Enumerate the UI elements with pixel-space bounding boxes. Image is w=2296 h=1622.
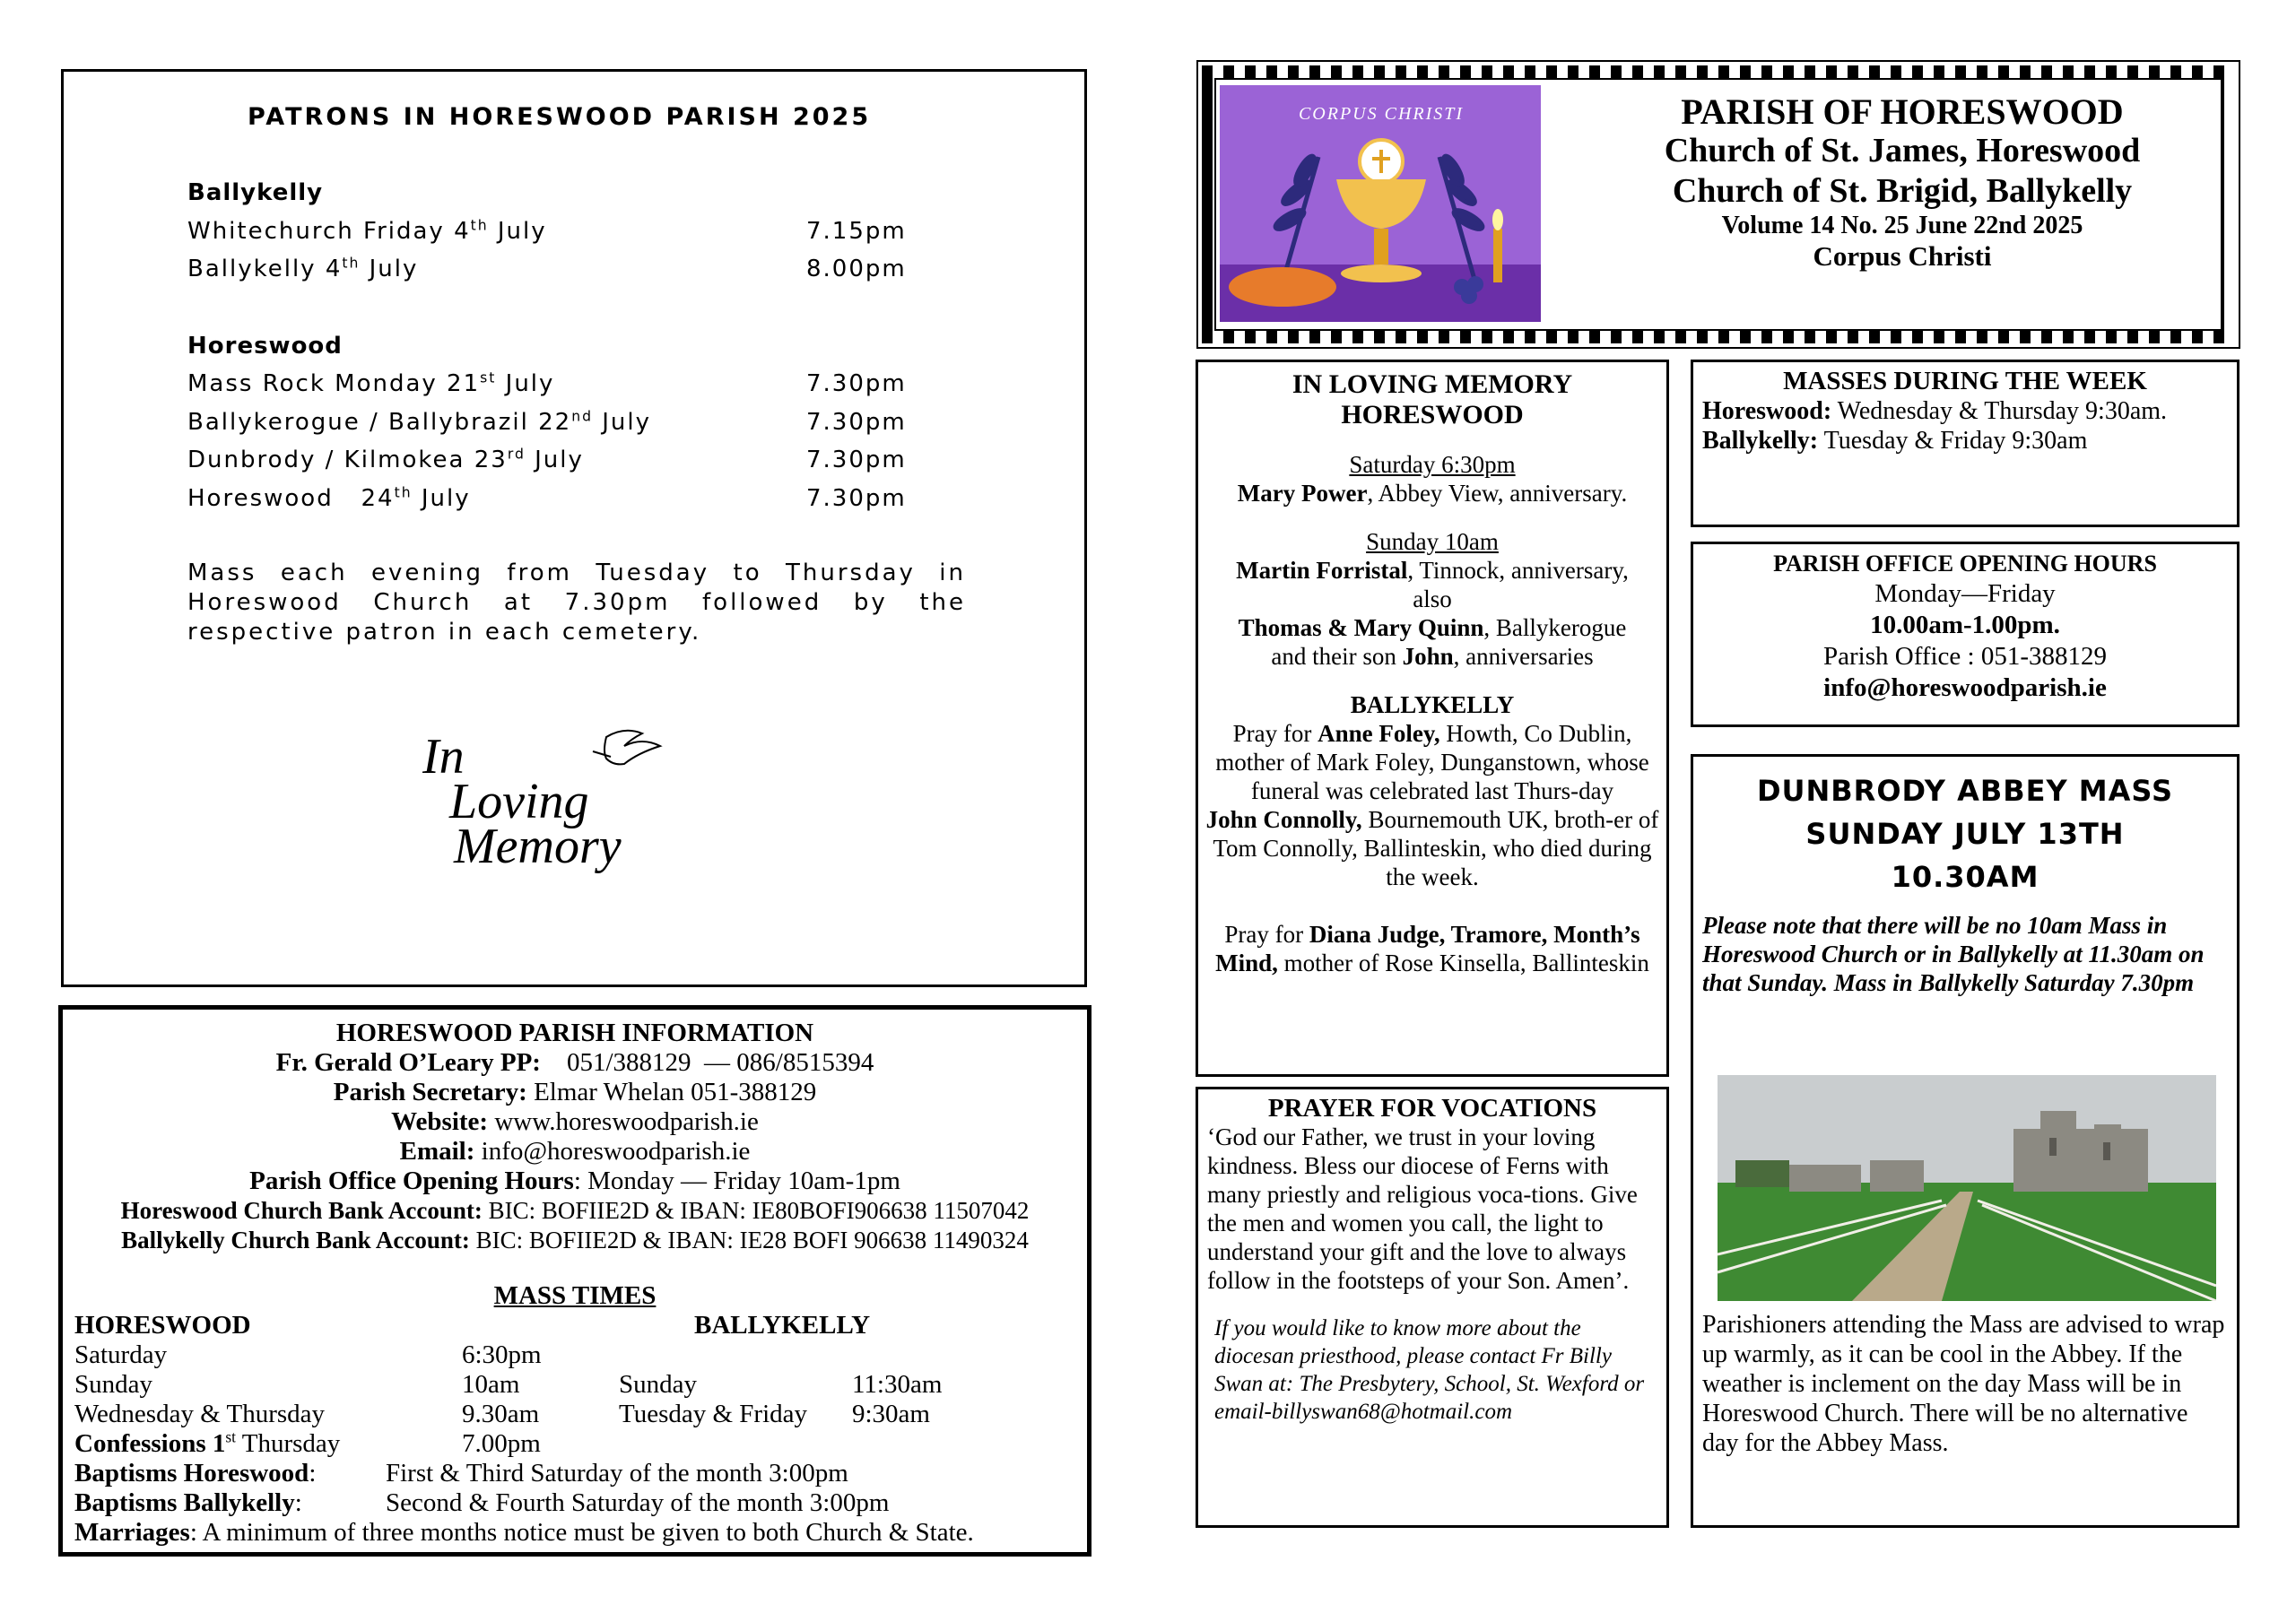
logo-word-loving: Loving xyxy=(449,774,589,829)
mass-day: Sunday xyxy=(74,1370,152,1399)
office-title: PARISH OFFICE OPENING HOURS xyxy=(1773,551,2157,577)
mass-times-title: MASS TIMES xyxy=(493,1281,657,1310)
info-secretary: Parish Secretary: Elmar Whelan 051-388129 xyxy=(333,1078,817,1106)
mass-time: 6:30pm xyxy=(462,1340,542,1369)
dunbrody-abbey-photo xyxy=(1718,1075,2216,1301)
patron-name: Dunbrody / Kilmokea 23 xyxy=(187,447,508,473)
baptisms-horeswood-label: Baptisms Horeswood: xyxy=(74,1459,317,1488)
mass-time: 10am xyxy=(462,1370,520,1399)
church-ballykelly: Church of St. Brigid, Ballykelly xyxy=(1672,172,2133,210)
office-days: Monday—Friday xyxy=(1874,579,2056,608)
patron-time: 7.15pm xyxy=(806,218,907,245)
dunbrody-heading: DUNBRODY ABBEY MASS xyxy=(1756,774,2174,808)
mass-day: Tuesday & Friday xyxy=(619,1400,807,1428)
logo-word-in: In xyxy=(422,729,465,785)
patrons-note: Mass each evening from Tuesday to Thursday in Horeswood Church at 7.30pm followed by the respective patron in each cemetery. xyxy=(187,559,966,646)
logo-word-memory: Memory xyxy=(454,819,622,874)
confessions: Confessions 1st Thursday xyxy=(74,1427,341,1458)
patron-sup: th xyxy=(470,217,489,234)
mass-time: 11:30am xyxy=(852,1370,943,1399)
memory-also: also xyxy=(1413,585,1452,612)
memory-title: IN LOVING MEMORY xyxy=(1292,369,1573,399)
memory-sun-entry: and their son John, anniversaries xyxy=(1271,643,1594,670)
horeswood-col-heading: HORESWOOD xyxy=(74,1311,251,1340)
masses-week-title: MASSES DURING THE WEEK xyxy=(1783,367,2147,395)
info-pp: Fr. Gerald O’Leary PP: 051/388129 — 086/8515394 xyxy=(275,1048,874,1077)
patron-sup: rd xyxy=(507,446,526,463)
patron-row xyxy=(187,370,977,397)
mass-day: Wednesday & Thursday xyxy=(74,1400,326,1428)
horeswood-heading: Horeswood xyxy=(187,333,343,360)
dunbrody-body: Parishioners attending the Mass are advised to wrap up warmly, as it can be cool in the Abbey. If the weather is inclement on the day Mass will be in Horeswood Church. There will be no alternative day for the Abbey Mass. xyxy=(1702,1311,2225,1457)
image-caption: CORPUS CHRISTI xyxy=(1298,104,1465,124)
patron-row xyxy=(187,256,977,282)
patron-sup: th xyxy=(342,255,361,272)
volume-line: Volume 14 No. 25 June 22nd 2025 xyxy=(1721,212,2083,239)
patron-month: July xyxy=(525,447,584,473)
patron-time: 7.30pm xyxy=(806,409,907,436)
memory-subtitle: HORESWOOD xyxy=(1341,400,1524,429)
memory-sun-entry: Martin Forristal, Tinnock, anniversary, xyxy=(1236,557,1629,584)
marriages: Marriages: A minimum of three months notice must be given to both Church & State. xyxy=(74,1518,974,1547)
memory-sat-heading: Saturday 6:30pm xyxy=(1349,451,1516,478)
masses-week-horeswood: Horeswood: Wednesday & Thursday 9:30am. xyxy=(1702,397,2168,425)
patron-name: Ballykerogue / Ballybrazil 22 xyxy=(187,409,572,436)
patron-row xyxy=(187,218,977,245)
memory-prayer: John Connolly, Bournemouth UK, broth-er of Tom Connolly, Ballinteskin, who died during the week. xyxy=(1205,806,1659,890)
confessions-time: 7.00pm xyxy=(462,1429,541,1458)
masses-week-ballykelly: Ballykelly: Tuesday & Friday 9:30am xyxy=(1702,427,2088,455)
patron-month: July xyxy=(488,218,547,245)
patrons-box xyxy=(61,69,1087,987)
patron-sup: nd xyxy=(571,408,593,425)
baptisms-horeswood-value: First & Third Saturday of the month 3:00pm xyxy=(386,1459,848,1488)
info-website: Website: www.horeswoodparish.ie xyxy=(391,1107,759,1136)
dunbrody-date: SUNDAY JULY 13TH xyxy=(1805,817,2125,851)
patron-sup: st xyxy=(480,369,497,386)
patron-name: Ballykelly 4 xyxy=(187,256,343,282)
vocations-title: PRAYER FOR VOCATIONS xyxy=(1267,1094,1597,1123)
patron-row xyxy=(187,409,977,436)
parish-title: PARISH OF HORESWOOD xyxy=(1681,91,2124,132)
dunbrody-note: Please note that there will be no 10am Mass in Horeswood Church or in Ballykelly at 11.30am on that Sunday. Mass in Ballykelly Saturday 7.30pm xyxy=(1702,912,2205,996)
memory-sun-entry: Thomas & Mary Quinn, Ballykerogue xyxy=(1238,614,1627,641)
office-hours: 10.00am-1.00pm. xyxy=(1870,611,2060,639)
baptisms-ballykelly-value: Second & Fourth Saturday of the month 3:00pm xyxy=(386,1488,890,1517)
patron-row xyxy=(187,447,977,473)
patron-name: Mass Rock Monday 21 xyxy=(187,370,481,397)
memory-ballykelly-heading: BALLYKELLY xyxy=(1350,691,1515,718)
patron-month: July xyxy=(496,370,555,397)
feast-title: Corpus Christi xyxy=(1813,240,1992,272)
memory-sun-heading: Sunday 10am xyxy=(1366,528,1499,555)
vocations-prayer: ‘God our Father, we trust in your loving kindness. Bless our diocese of Ferns with many priestly and religious voca-tions. Give the men and women you call, the light to understand your gift and the love to always follow in the footsteps of your Son. Amen’. xyxy=(1207,1123,1638,1294)
church-horeswood: Church of St. James, Horeswood xyxy=(1664,132,2141,169)
patron-time: 7.30pm xyxy=(806,447,907,473)
parish-information-box xyxy=(58,1005,1091,1557)
memory-sat-entry: Mary Power, Abbey View, anniversary. xyxy=(1237,480,1628,507)
dunbrody-abbey-box xyxy=(1691,754,2239,1528)
mass-time: 9.30am xyxy=(462,1400,540,1428)
mass-day: Saturday xyxy=(74,1340,168,1369)
patron-month: July xyxy=(360,256,419,282)
patron-name: Horeswood 24 xyxy=(187,485,395,512)
info-title: HORESWOOD PARISH INFORMATION xyxy=(335,1019,814,1047)
in-loving-memory-logo xyxy=(422,719,709,889)
memory-prayer: Pray for Anne Foley, Howth, Co Dublin, mother of Mark Foley, Dunganstown, whose funeral was celebrated last Thurs-day xyxy=(1215,720,1649,804)
info-office-hours: Parish Office Opening Hours: Monday — Friday 10am-1pm xyxy=(249,1167,900,1195)
memory-prayer: Pray for Diana Judge, Tramore, Month’s Mind, mother of Rose Kinsella, Ballinteskin xyxy=(1215,921,1649,976)
mass-day: Sunday xyxy=(619,1370,697,1399)
corpus-christi-image xyxy=(1220,85,1541,322)
ballykelly-col-heading: BALLYKELLY xyxy=(694,1311,871,1340)
office-hours-box xyxy=(1691,542,2239,727)
masses-week-box xyxy=(1691,360,2239,527)
vocations-box xyxy=(1196,1087,1669,1528)
info-bank-ballykelly: Ballykelly Church Bank Account: BIC: BOFIIE2D & IBAN: IE28 BOFI 906638 11490324 xyxy=(121,1227,1029,1253)
patron-time: 8.00pm xyxy=(806,256,907,282)
office-email: info@horeswoodparish.ie xyxy=(1823,673,2107,702)
patron-row xyxy=(187,485,977,512)
in-loving-memory-box xyxy=(1196,360,1669,1077)
bulletin-header xyxy=(1196,60,2240,349)
patron-time: 7.30pm xyxy=(806,370,907,397)
patron-month: July xyxy=(593,409,652,436)
patron-time: 7.30pm xyxy=(806,485,907,512)
info-email: Email: info@horeswoodparish.ie xyxy=(399,1137,751,1166)
dunbrody-time: 10.30AM xyxy=(1891,860,2039,894)
patron-month: July xyxy=(412,485,471,512)
patron-sup: th xyxy=(394,484,413,501)
patron-name: Whitechurch Friday 4 xyxy=(187,218,471,245)
baptisms-ballykelly-label: Baptisms Ballykelly: xyxy=(74,1488,302,1517)
office-phone: Parish Office : 051-388129 xyxy=(1823,642,2107,671)
patrons-title: PATRONS IN HORESWOOD PARISH 2025 xyxy=(248,103,872,131)
mass-time: 9:30am xyxy=(852,1400,930,1428)
info-bank-horeswood: Horeswood Church Bank Account: BIC: BOFIIE2D & IBAN: IE80BOFI906638 11507042 xyxy=(120,1197,1030,1224)
ballykelly-heading: Ballykelly xyxy=(187,179,324,206)
vocations-contact: If you would like to know more about the diocesan priesthood, please contact Fr Billy Swan at: The Presbytery, School, St. Wexford or email-billyswan68@hotmail.com xyxy=(1214,1316,1645,1424)
